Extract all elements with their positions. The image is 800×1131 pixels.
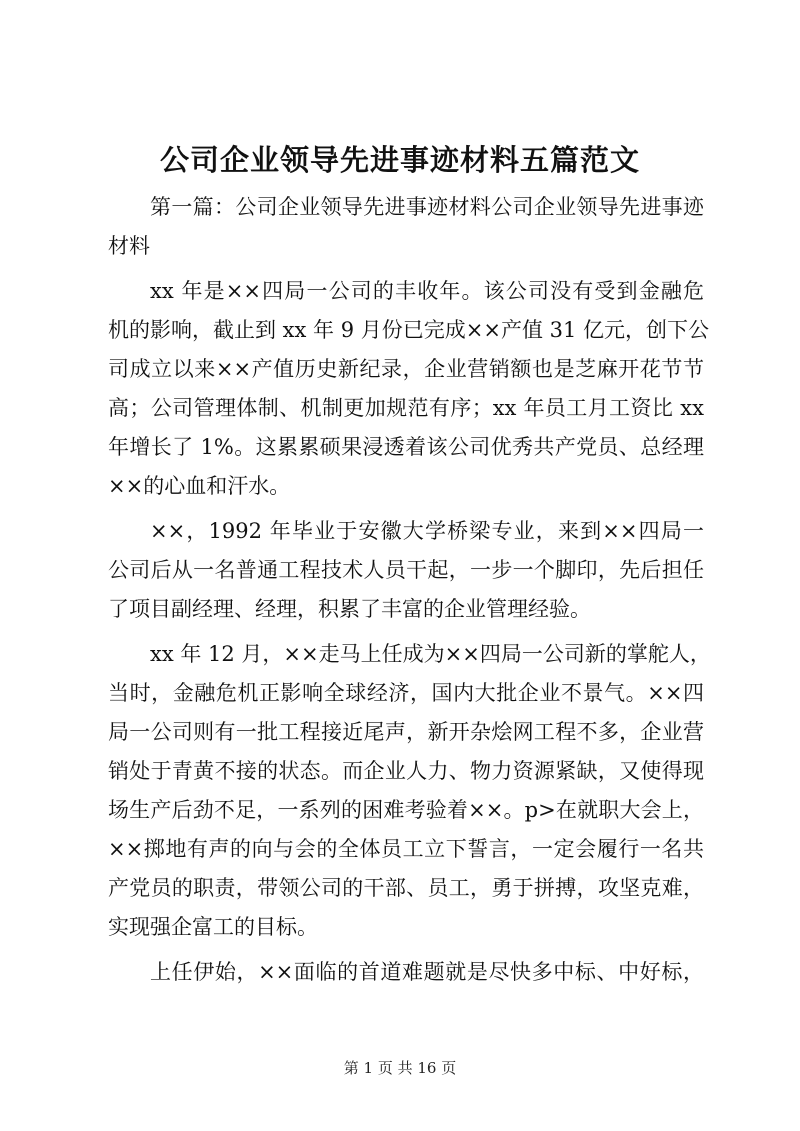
- paragraph: [108, 272, 710, 506]
- text-line: 年增长了 1%。这累累硕果浸透着该公司优秀共产党员、总经理: [108, 435, 704, 459]
- text-line: ××，1992 年毕业于安徽大学桥梁专业，来到××四局一: [150, 519, 704, 543]
- text-line: ××掷地有声的向与会的全体员工立下誓言，一定会履行一名共: [108, 837, 704, 861]
- text-line: 销处于青黄不接的状态。而企业人力、物力资源紧缺，又使得现: [108, 759, 704, 783]
- text-line: 材料: [108, 234, 150, 258]
- text-line: 当时，金融危机正影响全球经济，国内大批企业不景气。××四: [108, 681, 704, 705]
- text-line: xx 年是××四局一公司的丰收年。该公司没有受到金融危: [150, 279, 704, 303]
- paragraph: [108, 953, 704, 992]
- paragraph: [108, 512, 704, 629]
- text-line: 实现强企富工的目标。: [108, 915, 318, 939]
- text-line: 产党员的职责，带领公司的干部、员工，勇于拼搏，攻坚克难，: [108, 876, 704, 900]
- document-title: 公司企业领导先进事迹材料五篇范文: [159, 143, 640, 177]
- text-line: xx 年 12 月，××走马上任成为××四局一公司新的掌舵人，: [150, 642, 711, 666]
- text-line: 了项目副经理、经理，积累了丰富的企业管理经验。: [108, 597, 591, 621]
- text-line: 第一篇：公司企业领导先进事迹材料公司企业领导先进事迹: [150, 195, 704, 219]
- page-footer: 第 1 页 共 16 页: [343, 1059, 457, 1077]
- paragraph: [108, 188, 704, 266]
- text-line: 场生产后劲不足，一系列的困难考验着××。p>在就职大会上，: [108, 798, 704, 822]
- text-line: 局一公司则有一批工程接近尾声，新开杂烩网工程不多，企业营: [108, 720, 704, 744]
- text-line: ××的心血和汗水。: [108, 474, 291, 498]
- text-line: 高；公司管理体制、机制更加规范有序；xx 年员工月工资比 xx: [108, 396, 704, 420]
- text-line: 上任伊始，××面临的首道难题就是尽快多中标、中好标，: [150, 960, 704, 984]
- text-line: 司成立以来××产值历史新纪录，企业营销额也是芝麻开花节节: [108, 357, 704, 381]
- paragraph: [108, 635, 711, 947]
- document-body: [108, 188, 711, 998]
- text-line: 机的影响，截止到 xx 年 9 月份已完成××产值 31 亿元，创下公: [108, 318, 710, 342]
- text-line: 公司后从一名普通工程技术人员干起，一步一个脚印，先后担任: [108, 558, 704, 582]
